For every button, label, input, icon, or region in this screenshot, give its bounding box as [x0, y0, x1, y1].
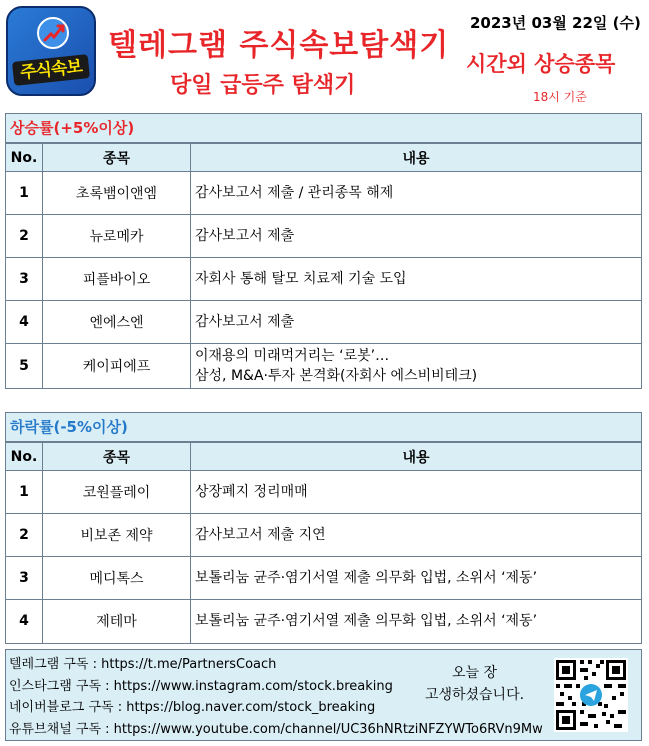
stock-news-line: 삼성, M&A·투자 본격화(자회사 에스비비테크): [195, 367, 478, 384]
logo-text: 주식속보: [12, 54, 90, 86]
row-number: 4: [6, 301, 43, 344]
stock-news: 자회사 통해 탈모 치료제 기술 도입: [191, 258, 642, 301]
footer-panel: [5, 649, 642, 741]
table-row: [6, 258, 641, 301]
stock-name: 엔에스엔: [43, 301, 191, 344]
row-number: 5: [6, 344, 43, 388]
stock-name: 비보존 제약: [43, 514, 191, 557]
fall-section: [5, 412, 642, 644]
table-row: [6, 344, 641, 388]
stock-news: 감사보고서 제출 지연: [191, 514, 642, 557]
stock-name: 메디톡스: [43, 557, 191, 600]
instagram-link[interactable]: 인스타그램 구독 : https://www.instagram.com/stock.breaking: [9, 678, 393, 694]
app-logo: [6, 6, 96, 96]
rocket-icon: [36, 16, 70, 50]
table-row: [6, 172, 641, 215]
table-row: [6, 301, 641, 344]
stock-name: 케이피에프: [43, 344, 191, 388]
table-header-row: [6, 443, 641, 471]
report-basis-time: 18시 기준: [533, 90, 587, 104]
table-row: [6, 557, 641, 600]
column-header-name: 종목: [43, 443, 191, 471]
stock-news: 감사보고서 제출: [191, 301, 642, 344]
stock-name: 뉴로메카: [43, 215, 191, 258]
row-number: 1: [6, 471, 43, 514]
stock-name: 제테마: [43, 600, 191, 643]
row-number: 3: [6, 557, 43, 600]
naver-blog-link[interactable]: 네이버블로그 구독 : https://blog.naver.com/stock_breaking: [9, 700, 376, 715]
rise-table: [6, 143, 641, 388]
fall-section-heading: 하락률(-5%이상): [6, 413, 641, 442]
youtube-link[interactable]: 유튜브채널 구독 : https://www.youtube.com/channel/UC36hNRtziNFZYWTo6RVn9Mw: [9, 721, 543, 737]
rise-section-heading: 상승률(+5%이상): [6, 114, 641, 143]
column-header-content: 내용: [191, 443, 642, 471]
row-number: 2: [6, 215, 43, 258]
column-header-name: 종목: [43, 144, 191, 172]
telegram-link[interactable]: 텔레그램 구독 : https://t.me/PartnersCoach: [9, 657, 277, 672]
fall-table: [6, 442, 641, 643]
stock-news: [191, 344, 642, 388]
report-category: 시간외 상승종목: [466, 52, 616, 76]
stock-news-line: 이재용의 미래먹거리는 ‘로봇’…: [195, 347, 390, 364]
stock-news: 상장폐지 정리매매: [191, 471, 642, 514]
qr-code-icon[interactable]: [554, 658, 628, 732]
page-title: 텔레그램 주식속보탐색기: [108, 28, 450, 63]
row-number: 1: [6, 172, 43, 215]
page-subtitle: 당일 급등주 탐색기: [170, 73, 356, 98]
table-row: [6, 215, 641, 258]
stock-news: 감사보고서 제출 / 관리종목 해제: [191, 172, 642, 215]
stock-news: 감사보고서 제출: [191, 215, 642, 258]
stock-name: 피플바이오: [43, 258, 191, 301]
closing-line: 오늘 장: [451, 665, 498, 681]
stock-name: 초록뱀이앤엠: [43, 172, 191, 215]
table-row: [6, 600, 641, 643]
stock-news: 보톨리눔 균주·염기서열 제출 의무화 입법, 소위서 ‘제동’: [191, 557, 642, 600]
row-number: 4: [6, 600, 43, 643]
table-header-row: [6, 144, 641, 172]
row-number: 2: [6, 514, 43, 557]
column-header-no: No.: [6, 443, 43, 471]
report-date: 2023년 03월 22일 (수): [470, 14, 641, 32]
closing-line: 고생하셨습니다.: [424, 687, 525, 703]
table-row: [6, 514, 641, 557]
rise-section: [5, 113, 642, 389]
table-row: [6, 471, 641, 514]
closing-message: [412, 662, 537, 706]
column-header-content: 내용: [191, 144, 642, 172]
row-number: 3: [6, 258, 43, 301]
column-header-no: No.: [6, 144, 43, 172]
stock-name: 코원플레이: [43, 471, 191, 514]
stock-news: 보톨리눔 균주·염기서열 제출 의무화 입법, 소위서 ‘제동’: [191, 600, 642, 643]
